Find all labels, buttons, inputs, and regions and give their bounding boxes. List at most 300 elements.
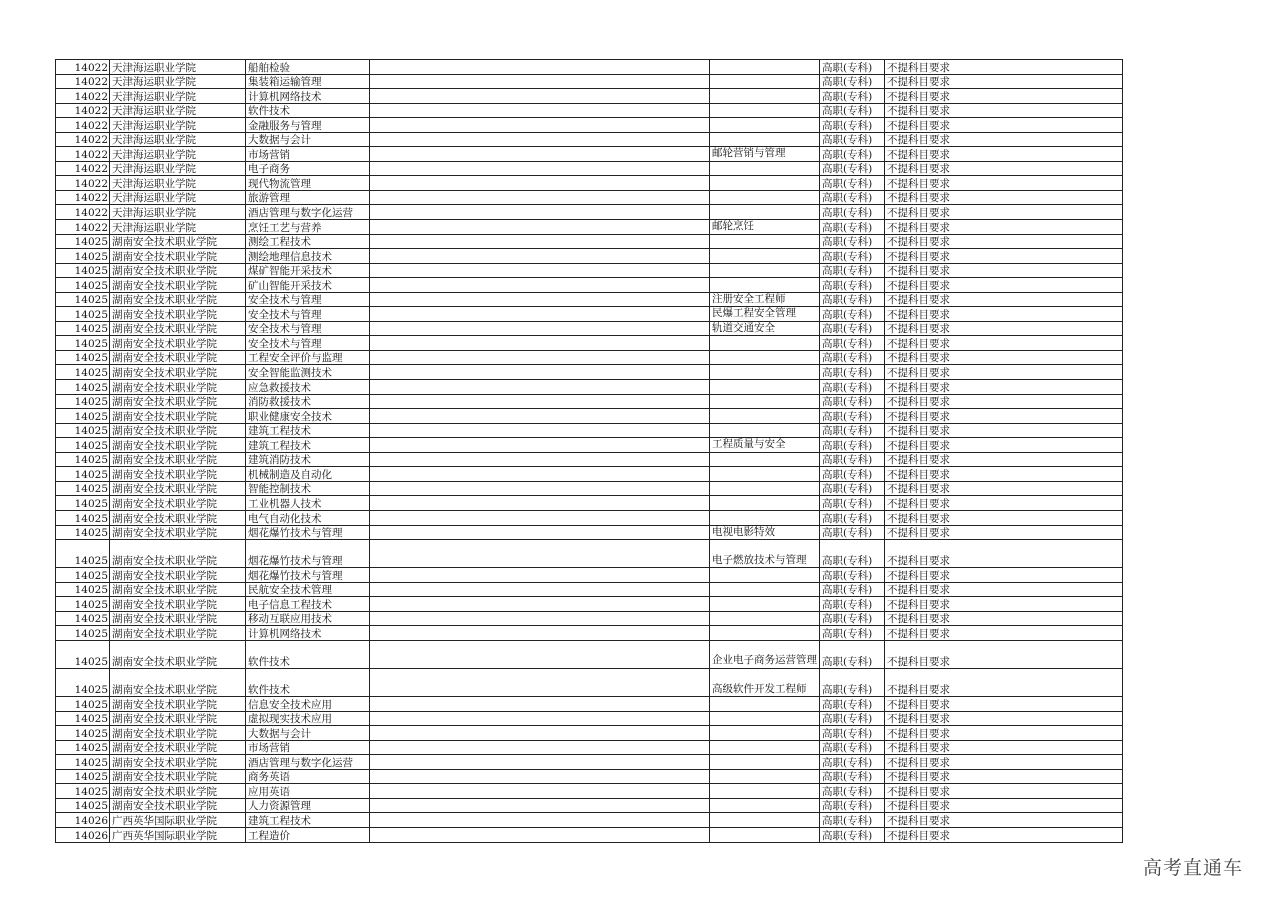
cell-school-name: 天津海运职业学院 [110, 89, 246, 104]
cell-subject-requirement: 不提科目要求 [885, 350, 1123, 365]
cell-major: 应急救援技术 [246, 380, 370, 395]
cell-level: 高职(专科) [820, 132, 885, 147]
cell-direction: 轨道交通安全 [710, 321, 820, 336]
cell-subject-requirement: 不提科目要求 [885, 597, 1123, 612]
cell-school-code: 14025 [56, 394, 110, 409]
cell-major: 机械制造及自动化 [246, 467, 370, 482]
cell-school-code: 14025 [56, 350, 110, 365]
table-row [56, 249, 1123, 264]
cell-direction [710, 74, 820, 89]
cell-level: 高职(专科) [820, 525, 885, 540]
cell-major: 烟花爆竹技术与管理 [246, 525, 370, 540]
cell-school-code: 14025 [56, 307, 110, 322]
cell-school-code: 14025 [56, 540, 110, 568]
cell-major: 测绘地理信息技术 [246, 249, 370, 264]
enrollment-table [55, 59, 1123, 843]
cell-direction [710, 813, 820, 828]
cell-subject-requirement: 不提科目要求 [885, 307, 1123, 322]
cell-school-code: 14022 [56, 161, 110, 176]
cell-major: 集装箱运输管理 [246, 74, 370, 89]
cell-school-code: 14025 [56, 234, 110, 249]
cell-level: 高职(专科) [820, 481, 885, 496]
cell-direction [710, 568, 820, 583]
cell-school-code: 14025 [56, 365, 110, 380]
cell-empty [370, 827, 710, 842]
cell-empty [370, 74, 710, 89]
cell-major: 民航安全技术管理 [246, 582, 370, 597]
cell-major: 安全智能监测技术 [246, 365, 370, 380]
cell-school-name: 湖南安全技术职业学院 [110, 784, 246, 799]
cell-subject-requirement: 不提科目要求 [885, 365, 1123, 380]
cell-major: 商务英语 [246, 769, 370, 784]
cell-empty [370, 103, 710, 118]
cell-empty [370, 60, 710, 75]
cell-school-code: 14025 [56, 510, 110, 525]
table-row [56, 278, 1123, 293]
cell-school-code: 14022 [56, 190, 110, 205]
cell-school-name: 广西英华国际职业学院 [110, 827, 246, 842]
cell-empty [370, 740, 710, 755]
cell-school-name: 天津海运职业学院 [110, 147, 246, 162]
cell-direction [710, 365, 820, 380]
cell-empty [370, 640, 710, 668]
cell-subject-requirement: 不提科目要求 [885, 132, 1123, 147]
cell-school-code: 14025 [56, 640, 110, 668]
cell-school-name: 湖南安全技术职业学院 [110, 755, 246, 770]
cell-subject-requirement: 不提科目要求 [885, 249, 1123, 264]
cell-subject-requirement: 不提科目要求 [885, 321, 1123, 336]
cell-school-code: 14025 [56, 278, 110, 293]
table-row [56, 74, 1123, 89]
cell-school-code: 14025 [56, 452, 110, 467]
table-row [56, 467, 1123, 482]
table-row [56, 132, 1123, 147]
cell-level: 高职(专科) [820, 769, 885, 784]
cell-direction: 电视电影特效 [710, 525, 820, 540]
cell-empty [370, 726, 710, 741]
cell-level: 高职(专科) [820, 74, 885, 89]
cell-school-name: 湖南安全技术职业学院 [110, 380, 246, 395]
cell-empty [370, 89, 710, 104]
cell-subject-requirement: 不提科目要求 [885, 813, 1123, 828]
cell-empty [370, 784, 710, 799]
cell-empty [370, 798, 710, 813]
table-row [56, 827, 1123, 842]
cell-school-code: 14022 [56, 220, 110, 235]
cell-direction: 高级软件开发工程师 [710, 668, 820, 696]
cell-major: 计算机网络技术 [246, 89, 370, 104]
cell-school-name: 湖南安全技术职业学院 [110, 496, 246, 511]
cell-empty [370, 147, 710, 162]
table-row [56, 540, 1123, 568]
table-row [56, 755, 1123, 770]
cell-subject-requirement: 不提科目要求 [885, 668, 1123, 696]
cell-major: 建筑消防技术 [246, 452, 370, 467]
cell-subject-requirement: 不提科目要求 [885, 176, 1123, 191]
cell-direction [710, 190, 820, 205]
cell-major: 现代物流管理 [246, 176, 370, 191]
cell-direction [710, 394, 820, 409]
cell-level: 高职(专科) [820, 467, 885, 482]
cell-level: 高职(专科) [820, 321, 885, 336]
cell-level: 高职(专科) [820, 611, 885, 626]
cell-empty [370, 205, 710, 220]
table-row [56, 118, 1123, 133]
cell-school-name: 湖南安全技术职业学院 [110, 234, 246, 249]
cell-level: 高职(专科) [820, 89, 885, 104]
cell-level: 高职(专科) [820, 220, 885, 235]
cell-level: 高职(专科) [820, 249, 885, 264]
cell-school-code: 14025 [56, 582, 110, 597]
cell-level: 高职(专科) [820, 103, 885, 118]
cell-direction [710, 161, 820, 176]
cell-subject-requirement: 不提科目要求 [885, 60, 1123, 75]
cell-school-name: 湖南安全技术职业学院 [110, 452, 246, 467]
cell-direction [710, 263, 820, 278]
cell-level: 高职(专科) [820, 205, 885, 220]
cell-major: 电气自动化技术 [246, 510, 370, 525]
cell-subject-requirement: 不提科目要求 [885, 827, 1123, 842]
cell-subject-requirement: 不提科目要求 [885, 103, 1123, 118]
cell-empty [370, 711, 710, 726]
cell-subject-requirement: 不提科目要求 [885, 481, 1123, 496]
cell-direction [710, 89, 820, 104]
cell-major: 建筑工程技术 [246, 438, 370, 453]
table-row [56, 697, 1123, 712]
cell-direction [710, 336, 820, 351]
cell-school-name: 湖南安全技术职业学院 [110, 769, 246, 784]
cell-school-name: 天津海运职业学院 [110, 161, 246, 176]
cell-major: 安全技术与管理 [246, 292, 370, 307]
cell-major: 测绘工程技术 [246, 234, 370, 249]
cell-major: 大数据与会计 [246, 726, 370, 741]
cell-school-code: 14025 [56, 409, 110, 424]
cell-major: 智能控制技术 [246, 481, 370, 496]
cell-direction: 民爆工程安全管理 [710, 307, 820, 322]
cell-direction [710, 103, 820, 118]
cell-school-code: 14022 [56, 103, 110, 118]
cell-school-code: 14025 [56, 438, 110, 453]
cell-major: 建筑工程技术 [246, 423, 370, 438]
cell-school-code: 14022 [56, 132, 110, 147]
cell-level: 高职(专科) [820, 190, 885, 205]
cell-school-code: 14022 [56, 60, 110, 75]
cell-direction [710, 755, 820, 770]
cell-subject-requirement: 不提科目要求 [885, 409, 1123, 424]
cell-direction [710, 697, 820, 712]
cell-school-name: 湖南安全技术职业学院 [110, 365, 246, 380]
cell-school-name: 天津海运职业学院 [110, 190, 246, 205]
table-row [56, 640, 1123, 668]
cell-school-name: 湖南安全技术职业学院 [110, 350, 246, 365]
cell-level: 高职(专科) [820, 597, 885, 612]
table-row [56, 321, 1123, 336]
cell-school-name: 湖南安全技术职业学院 [110, 263, 246, 278]
cell-empty [370, 394, 710, 409]
table-row [56, 510, 1123, 525]
cell-direction [710, 582, 820, 597]
cell-empty [370, 190, 710, 205]
cell-level: 高职(专科) [820, 726, 885, 741]
cell-level: 高职(专科) [820, 582, 885, 597]
cell-school-code: 14025 [56, 611, 110, 626]
cell-major: 矿山智能开采技术 [246, 278, 370, 293]
table-row [56, 307, 1123, 322]
cell-subject-requirement: 不提科目要求 [885, 438, 1123, 453]
cell-subject-requirement: 不提科目要求 [885, 467, 1123, 482]
table-row [56, 568, 1123, 583]
cell-direction [710, 597, 820, 612]
cell-major: 软件技术 [246, 640, 370, 668]
cell-subject-requirement: 不提科目要求 [885, 496, 1123, 511]
cell-level: 高职(专科) [820, 827, 885, 842]
cell-level: 高职(专科) [820, 452, 885, 467]
cell-major: 工程安全评价与监理 [246, 350, 370, 365]
cell-major: 建筑工程技术 [246, 813, 370, 828]
cell-level: 高职(专科) [820, 496, 885, 511]
cell-school-name: 湖南安全技术职业学院 [110, 740, 246, 755]
cell-major: 虚拟现实技术应用 [246, 711, 370, 726]
cell-direction [710, 423, 820, 438]
table-row [56, 423, 1123, 438]
cell-subject-requirement: 不提科目要求 [885, 582, 1123, 597]
cell-school-code: 14025 [56, 496, 110, 511]
cell-level: 高职(专科) [820, 380, 885, 395]
cell-level: 高职(专科) [820, 60, 885, 75]
cell-school-name: 湖南安全技术职业学院 [110, 278, 246, 293]
cell-empty [370, 582, 710, 597]
cell-major: 安全技术与管理 [246, 307, 370, 322]
cell-direction [710, 409, 820, 424]
cell-level: 高职(专科) [820, 409, 885, 424]
cell-school-code: 14025 [56, 597, 110, 612]
cell-school-name: 湖南安全技术职业学院 [110, 711, 246, 726]
cell-empty [370, 234, 710, 249]
cell-major: 电子信息工程技术 [246, 597, 370, 612]
cell-school-name: 湖南安全技术职业学院 [110, 438, 246, 453]
cell-subject-requirement: 不提科目要求 [885, 784, 1123, 799]
table-row [56, 394, 1123, 409]
table-row [56, 582, 1123, 597]
cell-school-code: 14025 [56, 626, 110, 641]
cell-level: 高职(专科) [820, 798, 885, 813]
cell-major: 金融服务与管理 [246, 118, 370, 133]
cell-empty [370, 540, 710, 568]
cell-level: 高职(专科) [820, 626, 885, 641]
cell-school-code: 14022 [56, 176, 110, 191]
cell-school-name: 湖南安全技术职业学院 [110, 394, 246, 409]
cell-subject-requirement: 不提科目要求 [885, 525, 1123, 540]
cell-major: 软件技术 [246, 103, 370, 118]
cell-direction [710, 176, 820, 191]
cell-empty [370, 380, 710, 395]
cell-empty [370, 409, 710, 424]
cell-major: 工程造价 [246, 827, 370, 842]
cell-school-name: 天津海运职业学院 [110, 205, 246, 220]
cell-direction [710, 278, 820, 293]
cell-major: 酒店管理与数字化运营 [246, 755, 370, 770]
cell-school-name: 天津海运职业学院 [110, 118, 246, 133]
cell-major: 大数据与会计 [246, 132, 370, 147]
cell-subject-requirement: 不提科目要求 [885, 74, 1123, 89]
cell-direction [710, 726, 820, 741]
cell-subject-requirement: 不提科目要求 [885, 697, 1123, 712]
cell-direction: 企业电子商务运营管理 [710, 640, 820, 668]
cell-empty [370, 307, 710, 322]
table-row [56, 220, 1123, 235]
cell-major: 市场营销 [246, 740, 370, 755]
cell-level: 高职(专科) [820, 365, 885, 380]
cell-subject-requirement: 不提科目要求 [885, 205, 1123, 220]
cell-empty [370, 510, 710, 525]
cell-direction [710, 711, 820, 726]
cell-school-name: 湖南安全技术职业学院 [110, 597, 246, 612]
cell-school-code: 14025 [56, 467, 110, 482]
cell-school-code: 14022 [56, 74, 110, 89]
cell-direction: 电子燃放技术与管理 [710, 540, 820, 568]
cell-subject-requirement: 不提科目要求 [885, 263, 1123, 278]
cell-school-name: 湖南安全技术职业学院 [110, 668, 246, 696]
cell-school-name: 湖南安全技术职业学院 [110, 626, 246, 641]
cell-level: 高职(专科) [820, 813, 885, 828]
cell-level: 高职(专科) [820, 510, 885, 525]
table-row [56, 409, 1123, 424]
table-body [56, 60, 1123, 843]
table-row [56, 89, 1123, 104]
cell-school-name: 天津海运职业学院 [110, 132, 246, 147]
cell-school-code: 14025 [56, 568, 110, 583]
cell-subject-requirement: 不提科目要求 [885, 755, 1123, 770]
cell-level: 高职(专科) [820, 350, 885, 365]
cell-school-name: 湖南安全技术职业学院 [110, 307, 246, 322]
cell-level: 高职(专科) [820, 711, 885, 726]
cell-level: 高职(专科) [820, 147, 885, 162]
cell-major: 烟花爆竹技术与管理 [246, 568, 370, 583]
cell-school-name: 湖南安全技术职业学院 [110, 336, 246, 351]
cell-subject-requirement: 不提科目要求 [885, 336, 1123, 351]
cell-direction [710, 481, 820, 496]
cell-direction [710, 205, 820, 220]
cell-empty [370, 365, 710, 380]
cell-direction [710, 827, 820, 842]
cell-school-code: 14025 [56, 755, 110, 770]
cell-empty [370, 118, 710, 133]
cell-major: 软件技术 [246, 668, 370, 696]
cell-direction [710, 60, 820, 75]
table-row [56, 496, 1123, 511]
cell-level: 高职(专科) [820, 394, 885, 409]
table-row [56, 365, 1123, 380]
cell-empty [370, 336, 710, 351]
cell-direction [710, 350, 820, 365]
cell-school-code: 14025 [56, 292, 110, 307]
cell-subject-requirement: 不提科目要求 [885, 89, 1123, 104]
cell-school-code: 14022 [56, 205, 110, 220]
cell-empty [370, 467, 710, 482]
table-row [56, 147, 1123, 162]
table-row [56, 611, 1123, 626]
table-row [56, 784, 1123, 799]
cell-empty [370, 769, 710, 784]
table-row [56, 263, 1123, 278]
cell-level: 高职(专科) [820, 755, 885, 770]
cell-school-name: 天津海运职业学院 [110, 60, 246, 75]
cell-school-code: 14022 [56, 147, 110, 162]
cell-subject-requirement: 不提科目要求 [885, 769, 1123, 784]
cell-direction [710, 118, 820, 133]
cell-school-name: 湖南安全技术职业学院 [110, 481, 246, 496]
table-row [56, 668, 1123, 696]
cell-empty [370, 292, 710, 307]
cell-empty [370, 597, 710, 612]
cell-subject-requirement: 不提科目要求 [885, 540, 1123, 568]
cell-level: 高职(专科) [820, 336, 885, 351]
cell-school-code: 14025 [56, 697, 110, 712]
cell-major: 安全技术与管理 [246, 321, 370, 336]
table-row [56, 380, 1123, 395]
cell-empty [370, 350, 710, 365]
cell-school-name: 湖南安全技术职业学院 [110, 321, 246, 336]
cell-major: 安全技术与管理 [246, 336, 370, 351]
cell-school-name: 湖南安全技术职业学院 [110, 640, 246, 668]
cell-subject-requirement: 不提科目要求 [885, 452, 1123, 467]
cell-empty [370, 452, 710, 467]
cell-school-code: 14025 [56, 481, 110, 496]
cell-empty [370, 525, 710, 540]
table-row [56, 103, 1123, 118]
cell-empty [370, 668, 710, 696]
cell-level: 高职(专科) [820, 668, 885, 696]
cell-level: 高职(专科) [820, 640, 885, 668]
cell-direction [710, 380, 820, 395]
cell-major: 烟花爆竹技术与管理 [246, 540, 370, 568]
cell-school-code: 14025 [56, 336, 110, 351]
cell-school-name: 湖南安全技术职业学院 [110, 409, 246, 424]
cell-empty [370, 249, 710, 264]
cell-school-code: 14025 [56, 784, 110, 799]
cell-direction [710, 626, 820, 641]
table-row [56, 740, 1123, 755]
cell-school-name: 湖南安全技术职业学院 [110, 510, 246, 525]
cell-subject-requirement: 不提科目要求 [885, 611, 1123, 626]
cell-level: 高职(专科) [820, 307, 885, 322]
table-row [56, 176, 1123, 191]
cell-major: 移动互联应用技术 [246, 611, 370, 626]
cell-direction: 邮轮营销与管理 [710, 147, 820, 162]
table-row [56, 481, 1123, 496]
table-row [56, 60, 1123, 75]
cell-school-code: 14025 [56, 668, 110, 696]
cell-subject-requirement: 不提科目要求 [885, 118, 1123, 133]
cell-school-name: 天津海运职业学院 [110, 103, 246, 118]
cell-school-name: 湖南安全技术职业学院 [110, 798, 246, 813]
cell-major: 船舶检验 [246, 60, 370, 75]
table-row [56, 452, 1123, 467]
cell-major: 市场营销 [246, 147, 370, 162]
cell-school-name: 湖南安全技术职业学院 [110, 423, 246, 438]
cell-subject-requirement: 不提科目要求 [885, 798, 1123, 813]
cell-school-code: 14025 [56, 263, 110, 278]
cell-subject-requirement: 不提科目要求 [885, 711, 1123, 726]
cell-school-code: 14025 [56, 380, 110, 395]
cell-subject-requirement: 不提科目要求 [885, 161, 1123, 176]
cell-empty [370, 438, 710, 453]
cell-direction: 工程质量与安全 [710, 438, 820, 453]
cell-direction [710, 467, 820, 482]
cell-level: 高职(专科) [820, 568, 885, 583]
cell-level: 高职(专科) [820, 161, 885, 176]
cell-subject-requirement: 不提科目要求 [885, 626, 1123, 641]
